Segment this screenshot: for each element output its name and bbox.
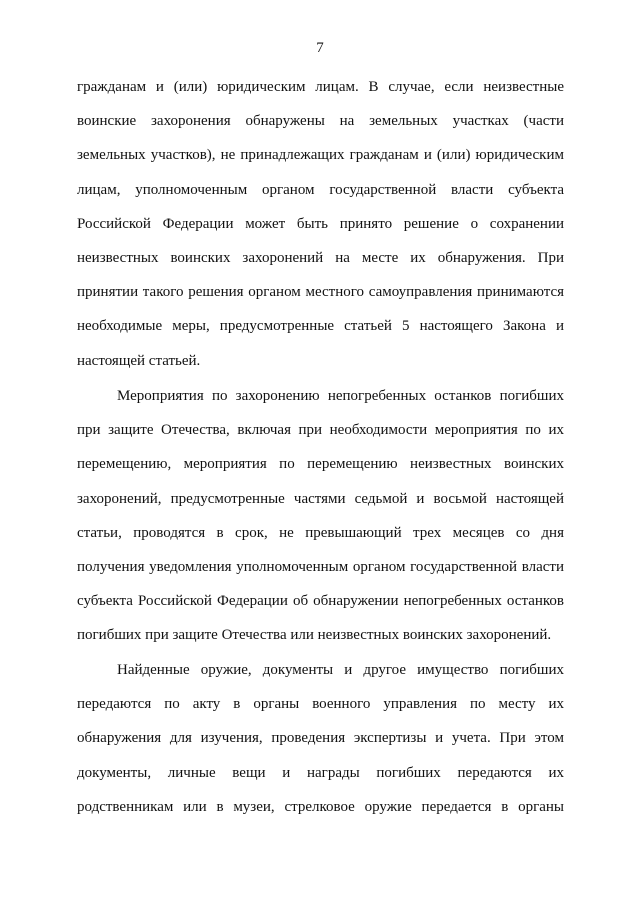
text-line: документы, личные вещи и награды погибших передаются их (77, 764, 564, 781)
paragraph-continuation (77, 70, 564, 378)
text-line: обнаружения для изучения, проведения экспертизы и учета. При этом (77, 730, 564, 747)
text-line: гражданам и (или) юридическим лицам. В случае, если неизвестные (77, 79, 564, 95)
text-line: передаются по акту в органы военного управления по месту их (77, 696, 564, 713)
text-line: погибших при защите Отечества или неизвестных воинских захоронений. (77, 627, 552, 644)
text-line: субъекта Российской Федерации об обнаружении непогребенных останков (77, 593, 564, 610)
text-line: воинские захоронения обнаружены на земельных участках (части (77, 113, 564, 130)
text-line: Найденные оружие, документы и другое имущество погибших (117, 662, 564, 678)
text-line: настоящей статьей. (77, 352, 201, 369)
text-line: Российской Федерации может быть принято решение о сохранении (77, 215, 564, 232)
page-number: 7 (316, 40, 324, 56)
text-line: при защите Отечества, включая при необходимости мероприятия по их (77, 422, 564, 439)
text-line: статьи, проводятся в срок, не превышающий трех месяцев со дня (77, 524, 564, 541)
text-line: перемещению, мероприятия по перемещению неизвестных воинских (77, 456, 564, 473)
text-line: захоронений, предусмотренные частями седьмой и восьмой настоящей (77, 490, 564, 507)
text-line: неизвестных воинских захоронений на месте их обнаружения. При (77, 249, 564, 266)
paragraph-found-property (77, 653, 564, 824)
text-line: необходимые меры, предусмотренные статьей 5 настоящего Закона и (77, 318, 564, 335)
text-line: получения уведомления уполномоченным органом государственной власти (77, 558, 564, 575)
text-line: лицам, уполномоченным органом государственной власти субъекта (77, 181, 564, 198)
text-line: земельных участков), не принадлежащих гражданам и (или) юридическим (77, 147, 564, 164)
text-line: принятии такого решения органом местного самоуправления принимаются (77, 284, 564, 301)
text-line: Мероприятия по захоронению непогребенных останков погибших (117, 388, 564, 404)
paragraph-burial-measures (77, 379, 564, 653)
text-line: родственникам или в музеи, стрелковое оружие передается в органы (77, 798, 564, 815)
